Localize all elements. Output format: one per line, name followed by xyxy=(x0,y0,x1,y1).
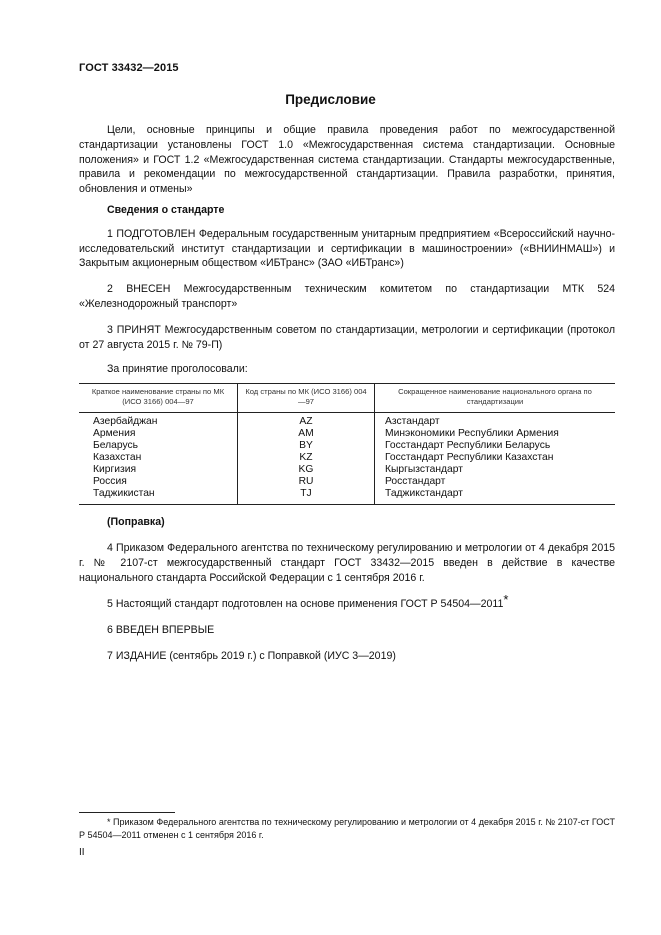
footnote-marker: * xyxy=(503,592,509,608)
code-cell: KG xyxy=(238,464,375,476)
country-cell: Казахстан xyxy=(79,452,238,464)
document-code: ГОСТ 33432—2015 xyxy=(79,62,179,74)
table-row xyxy=(79,440,615,452)
country-cell: Таджикистан xyxy=(79,488,238,505)
footnote-separator xyxy=(79,812,175,813)
item-2: 2 ВНЕСЕН Межгосударственным техническим комитетом по стандартизации МТК 524 «Железнодорожный транспорт» xyxy=(79,283,615,310)
country-cell: Киргизия xyxy=(79,464,238,476)
table-row xyxy=(79,476,615,488)
table-row xyxy=(79,488,615,505)
item-3: 3 ПРИНЯТ Межгосударственным советом по стандартизации, метрологии и сертификации (протокол от 27 августа 2015 г. № 79-П) xyxy=(79,323,615,351)
country-cell: Беларусь xyxy=(79,440,238,452)
section-title: Предисловие xyxy=(285,92,376,107)
body-cell: Минэкономики Республики Армения xyxy=(385,428,559,440)
body-cell: Кыргызстандарт xyxy=(385,464,464,476)
item-6: 6 ВВЕДЕН ВПЕРВЫЕ xyxy=(107,624,215,637)
item-5-text: 5 Настоящий стандарт подготовлен на основе применения ГОСТ Р 54504—2011 xyxy=(107,598,504,611)
correction-note: (Поправка) xyxy=(107,516,165,529)
country-cell: Армения xyxy=(79,428,238,440)
code-cell: RU xyxy=(238,476,375,488)
code-cell: AM xyxy=(238,428,375,440)
column-header-country: Краткое наименование страны по МК (ИСО 3166) 004—97 xyxy=(79,384,238,413)
item-5 xyxy=(79,592,615,612)
code-cell: KZ xyxy=(238,452,375,464)
item-7: 7 ИЗДАНИЕ (сентябрь 2019 г.) с Поправкой (ИУС 3—2019) xyxy=(107,649,396,662)
body-cell: Таджикстандарт xyxy=(375,488,616,505)
code-cell: BY xyxy=(238,440,375,452)
code-cell: AZ xyxy=(238,413,375,429)
item-1: 1 ПОДГОТОВЛЕН Федеральным государственным унитарным предприятием «Всероссийский научно-исследовательский институт стандартизации и сертификации в машиностроении» («ВНИИНМАШ») и Закрытым акционерным обществом «ИБТранс» (ЗАО «ИБТранс») xyxy=(79,227,615,270)
body-cell: Госстандарт Республики Казахстан xyxy=(385,452,554,464)
column-header-code: Код страны по МК (ИСО 3166) 004—97 xyxy=(238,384,375,413)
country-cell: Россия xyxy=(79,476,238,488)
subheading: Сведения о стандарте xyxy=(107,203,225,216)
vote-intro: За принятие проголосовали: xyxy=(107,363,248,376)
preface-body xyxy=(79,123,615,664)
code-cell: TJ xyxy=(238,488,375,505)
body-cell: Росстандарт xyxy=(385,476,446,488)
country-cell: Азербайджан xyxy=(79,413,238,429)
table-row xyxy=(79,452,615,464)
body-cell: Госстандарт Республики Беларусь xyxy=(385,440,551,452)
column-header-body: Сокращенное наименование национального органа по стандартизации xyxy=(375,384,616,413)
footnote-text: * Приказом Федерального агентства по техническому регулированию и метрологии от 4 декабря 2015 г. № 2107-ст ГОСТ Р 54504—2011 отменен с 1 сентября 2016 г. xyxy=(79,817,615,840)
table-row xyxy=(79,428,615,440)
table-header-row xyxy=(79,384,615,413)
table-row xyxy=(79,413,615,429)
item-4: 4 Приказом Федерального агентства по техническому регулированию и метрологии от 4 декабря 2015 г. № 2107-ст межгосударственный стандарт ГОСТ 33432—2015 введен в действие в качестве национального стандарта Российской Федерации с 1 сентября 2016 г. xyxy=(79,541,615,584)
voting-states-table xyxy=(79,383,615,505)
intro-paragraph: Цели, основные принципы и общие правила проведения работ по межгосударственной стандартизации установлены ГОСТ 1.0 «Межгосударственная система стандартизации. Основные положения» и ГОСТ 1.2 «Межгосударственная система стандартизации. Стандарты межгосударственные, правила и рекомендации по межгосударственной стандартизации. Правила разработки, принятия, обновления и отмены» xyxy=(79,124,615,196)
page-number: II xyxy=(79,847,85,858)
table-row xyxy=(79,464,615,476)
footnote xyxy=(79,816,615,842)
body-cell: Азстандарт xyxy=(385,416,440,428)
